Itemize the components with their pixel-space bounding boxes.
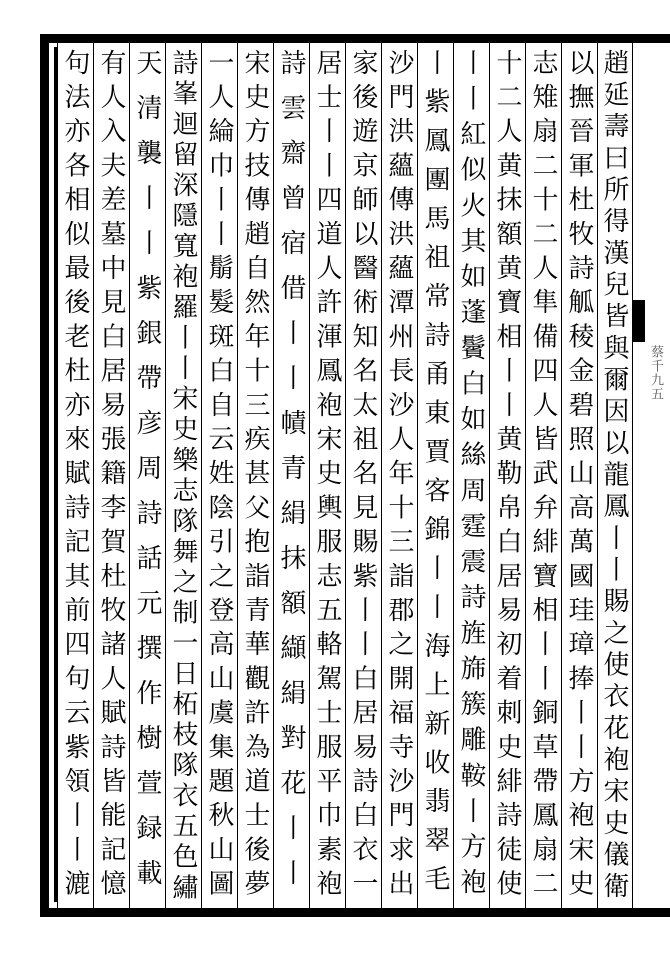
column-text: 宋史方技傳趙自然年十三疾甚父抱詣青華觀許為道士後夢: [240, 49, 270, 904]
column-text: 天清襲丨丨紫銀帶彦周詩話元撰作樹萱録載: [132, 49, 162, 904]
column-text: 丨紫鳳團馬祖常詩甬東賈客錦丨丨海上新收翡翠毛: [420, 49, 450, 904]
column-text: 詩雲齋曾宿借丨丨幘青絹抹額纈絹對花丨丨: [276, 49, 306, 904]
page-frame-bottom: [40, 908, 670, 917]
text-column: [561, 43, 597, 908]
text-column: [273, 43, 309, 908]
side-note: 蔡千九五: [648, 345, 663, 401]
page-frame-left: [40, 34, 49, 917]
column-text: 詩峯迴留深隱寬袍羅丨丨宋史樂志隊舞之制一日柘枝隊衣五色繡: [168, 49, 198, 904]
column-text: 有人入夫差墓中見白居易張籍李賀杜牧諸人賦詩皆能記憶: [96, 49, 126, 904]
column-text: 家後遊京師以醫術知名太祖名見賜紫丨丨白居易詩白衣一: [348, 49, 378, 904]
column-text: 以撫晉軍杜牧詩觚稜金碧照山高萬國珪璋捧丨丨方袍宋史: [564, 49, 594, 904]
text-column: [381, 43, 417, 908]
fold-mark: [633, 300, 645, 342]
text-column: [489, 43, 525, 908]
text-column: [129, 43, 165, 908]
column-text: 居士丨丨四道人許渾鳳袍宋史輿服志五輅駕士服平巾素袍: [312, 49, 342, 904]
text-column: [93, 43, 129, 908]
column-text: 一人綸巾丨丨鬅髮斑白自云姓陰引之登高山虞集題秋山圖: [204, 49, 234, 904]
text-column: [237, 43, 273, 908]
text-columns: [57, 43, 633, 908]
column-text: 志雉扇二十二人隼備四人皆武弁緋寶相丨丨銅草帶鳳扇二: [528, 49, 558, 904]
text-column: [345, 43, 381, 908]
column-text: 沙門洪蘊傳洪蘊潭州長沙人年十三詣郡之開福寺沙門求出: [384, 49, 414, 904]
page-frame-top: [40, 34, 670, 43]
text-column: [453, 43, 489, 908]
text-column: [201, 43, 237, 908]
column-text: 十二人黄抹額黄寶相丨丨黄勒帛白居易初着刺史緋詩徒使: [492, 49, 522, 904]
text-column: [57, 43, 93, 908]
text-column: [417, 43, 453, 908]
text-column: [165, 43, 201, 908]
column-text: 趙延壽曰所得漢兒皆與爾因以龍鳳丨丨賜之使衣花袍宋史儀衛: [599, 49, 629, 904]
column-text: 句法亦各相似最後老杜亦來賦詩記其前四句云紫領丨丨漉: [60, 49, 90, 904]
text-column: [309, 43, 345, 908]
column-text: 丨丨紅似火其如蓬鬢白如絲周霆震詩旌旆簇雕鞍丨方袍: [456, 49, 486, 904]
text-column: [597, 43, 633, 908]
text-column: [525, 43, 561, 908]
